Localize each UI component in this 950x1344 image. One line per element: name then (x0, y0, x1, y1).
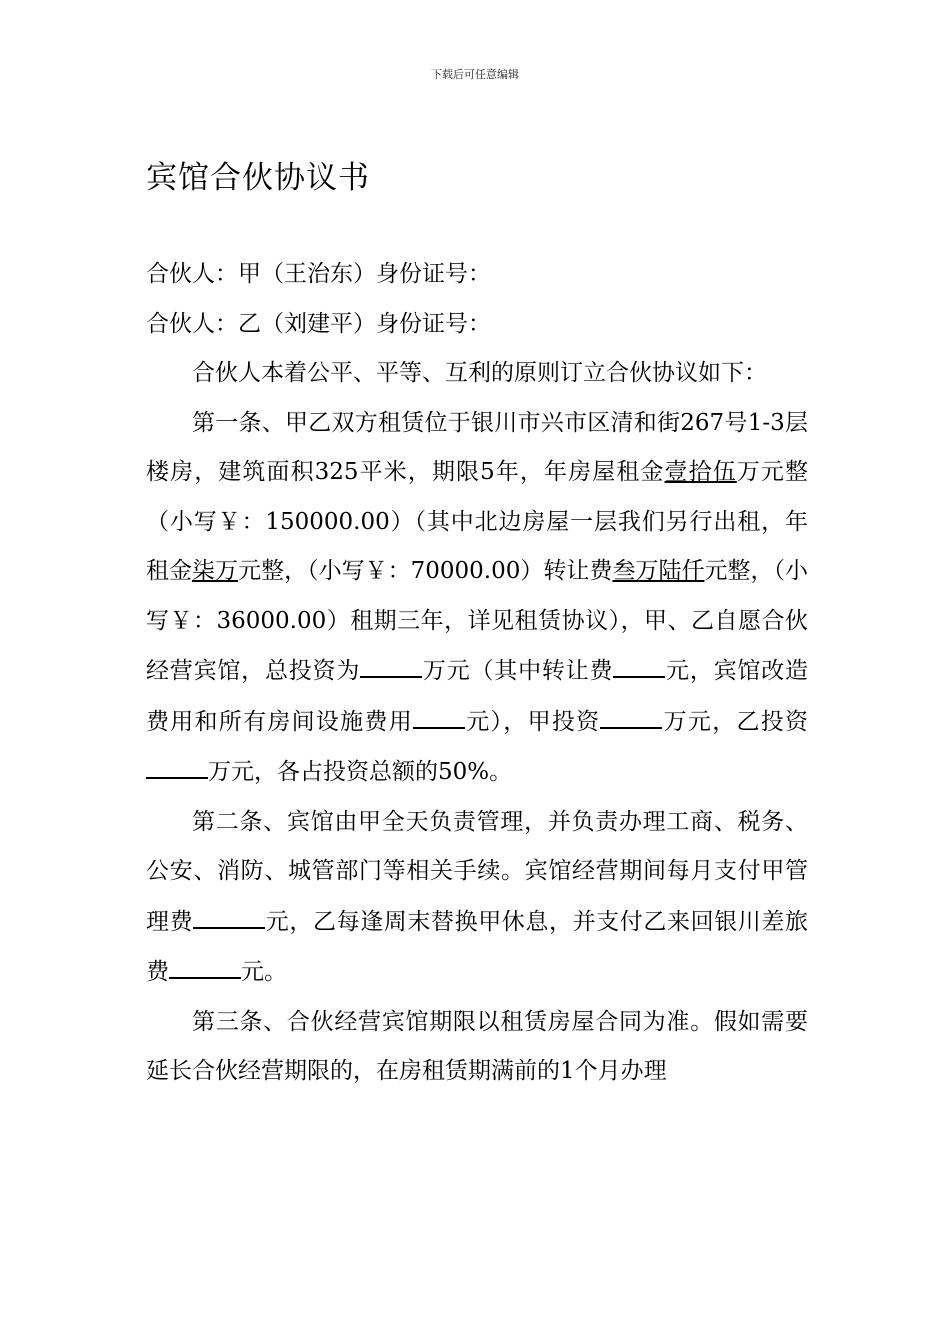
rent-amount-words: 壹拾伍 (664, 459, 737, 485)
article-3-text-1: 第三条、合伙经营宾馆期限以租赁房屋合同为准。假如需要延长合伙经营期限的，在房租赁期满前的1个月办理 (146, 1008, 808, 1084)
travel-expense-blank[interactable] (169, 947, 241, 979)
party-b-line: 合伙人：乙（刘建平）身份证号： (146, 310, 491, 337)
sublet-rent-words: 柒万 (192, 558, 239, 584)
party-b-investment-blank[interactable] (146, 747, 208, 779)
total-investment-blank[interactable] (360, 646, 422, 678)
document-title: 宾馆合伙协议书 (146, 160, 370, 196)
article-1-text-9: 万元，各占投资总额的50%。 (208, 759, 513, 785)
article-2 (146, 798, 808, 998)
article-1-text-8: 万元，乙投资 (662, 708, 809, 735)
article-2-text-1: 第二条、宾馆由甲全天负责管理，并负责办理工商、税务、公安、消防、城管部门等相关手续。宾馆经营期间每月支付甲管理费 (146, 808, 808, 935)
article-1-text-3: 元整，（小写￥：70000.00）转让费 (238, 558, 613, 584)
header-note: 下载后可任意编辑 (431, 68, 519, 81)
transfer-fee-blank[interactable] (613, 646, 665, 678)
article-1-text-4: 元整，（小写￥：36000.00）租期三年，详见租赁协议），甲、乙自愿合伙经营宾馆，总投资为 (146, 558, 809, 684)
party-a-line: 合伙人：甲（王治东）身份证号： (146, 261, 491, 287)
renovation-cost-blank[interactable] (413, 697, 465, 729)
transfer-fee-words: 叁万陆仟 (612, 558, 705, 584)
article-1-text-5: 万元（其中转让费 (422, 658, 614, 684)
article-1-text-1: 第一条、甲乙双方租赁位于银川市兴市区清和街267号1-3层楼房，建筑面积325平米，期限5年，年房屋租金 (146, 409, 808, 485)
management-fee-blank[interactable] (193, 897, 265, 929)
article-2-text-3: 元。 (241, 959, 287, 985)
document-body (146, 250, 808, 1097)
article-1 (146, 399, 808, 798)
article-2-text-2: 元，乙每逢周末替换甲休息，并支付乙来回银川差旅费 (146, 908, 809, 985)
intro-paragraph: 合伙人本着公平、平等、互利的原则订立合伙协议如下： (192, 360, 767, 386)
article-1-text-6: 元，宾馆改造费用和所有房间设施费用 (146, 658, 809, 735)
article-1-text-7: 元），甲投资 (464, 708, 601, 735)
party-a-investment-blank[interactable] (600, 697, 662, 729)
article-3 (146, 998, 808, 1097)
article-1-text-2: 万元整（小写￥：150000.00）（其中北边房屋一层我们另行出租，年租金 (146, 459, 809, 584)
